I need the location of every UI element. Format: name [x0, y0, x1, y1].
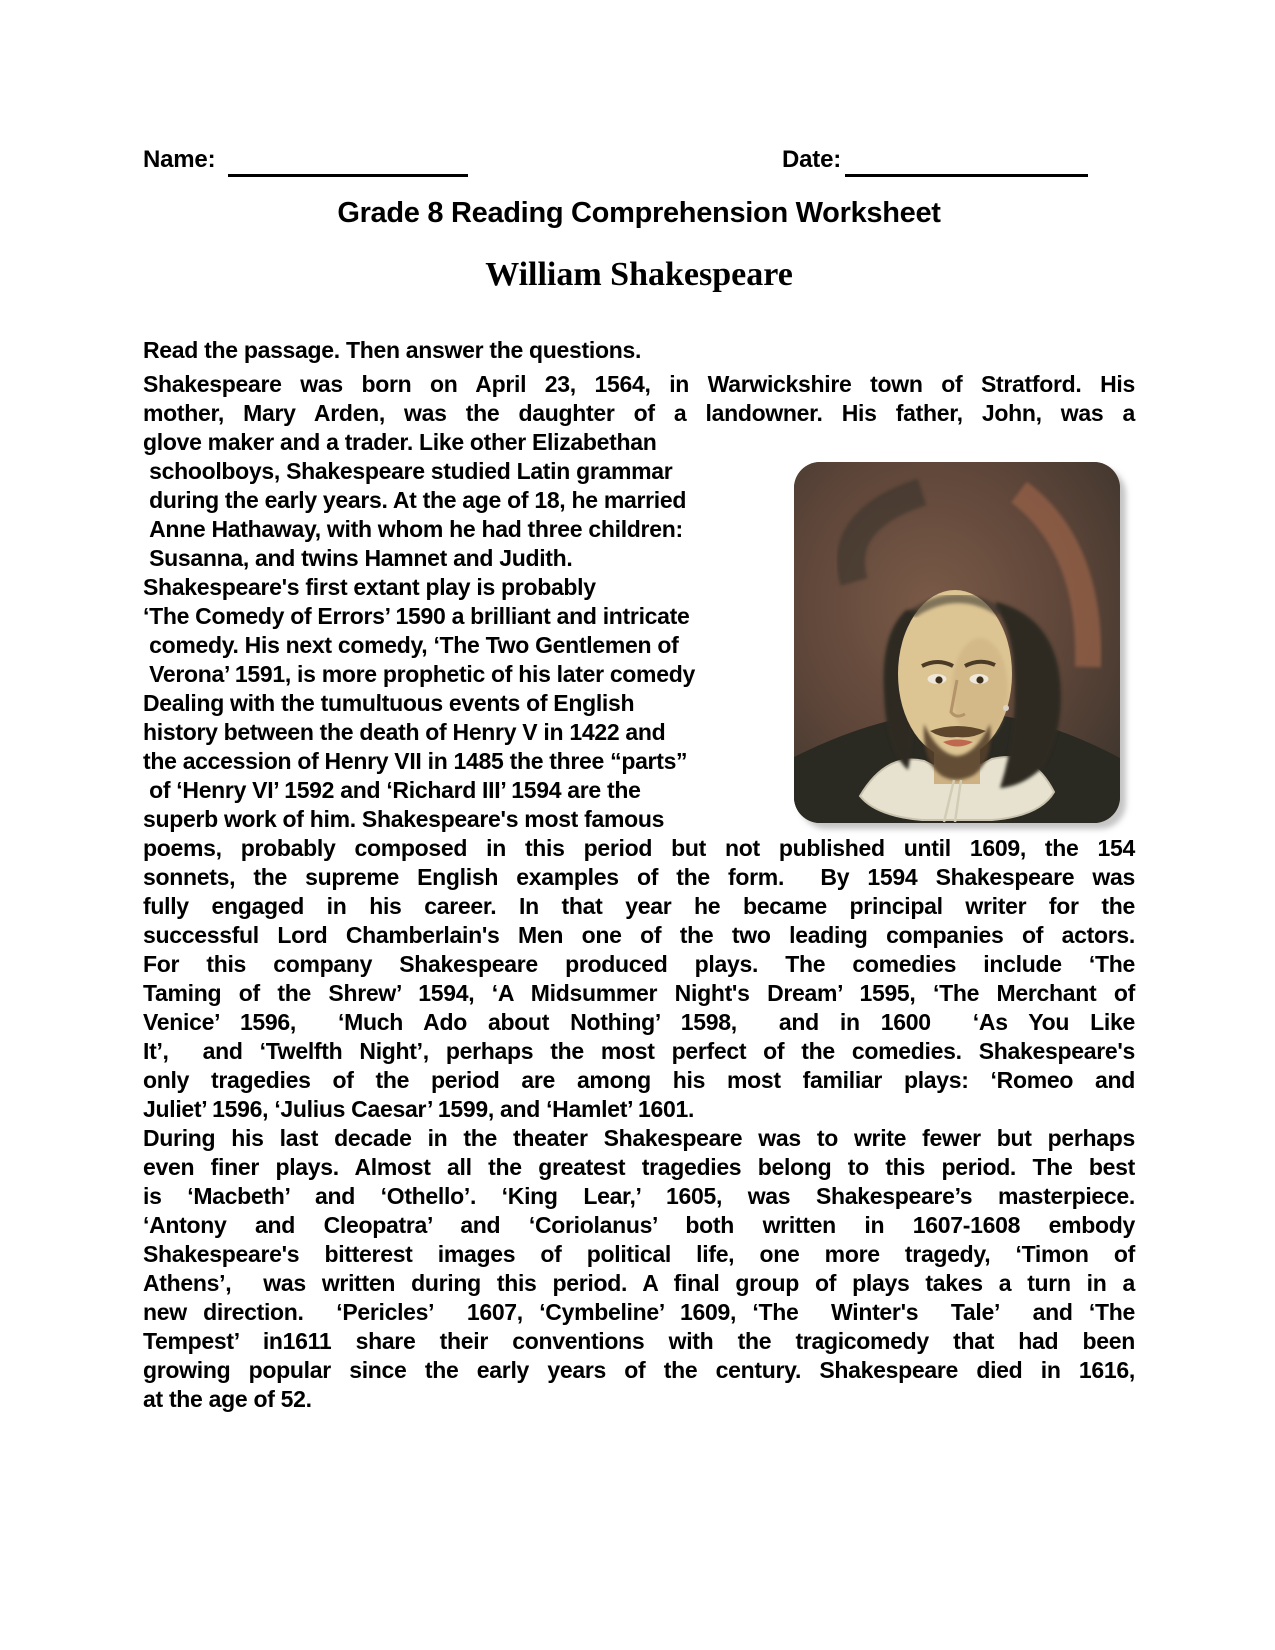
worksheet-title: Grade 8 Reading Comprehension Worksheet	[337, 197, 941, 229]
instruction-text: Read the passage. Then answer the questions.	[143, 337, 642, 363]
passage-line: schoolboys, Shakespeare studied Latin grammar	[143, 458, 673, 484]
passage-line: new direction. ‘Pericles’ 1607, ‘Cymbeline’ 1609, ‘The Winter's Tale’ and ‘The	[143, 1299, 1135, 1325]
passage-line: only tragedies of the period are among his most familiar plays: ‘Romeo and	[143, 1067, 1135, 1093]
passage-line: is ‘Macbeth’ and ‘Othello’. ‘King Lear,’ 1605, was Shakespeare’s masterpiece.	[143, 1183, 1135, 1209]
passage-line: fully engaged in his career. In that year he became principal writer for the	[143, 893, 1135, 919]
passage-line: It’, and ‘Twelfth Night’, perhaps the most perfect of the comedies. Shakespeare's	[143, 1038, 1135, 1064]
passage-line: history between the death of Henry V in 1422 and	[143, 719, 666, 745]
shakespeare-portrait-art	[794, 462, 1120, 823]
passage-line: the accession of Henry VII in 1485 the three “parts”	[143, 748, 688, 774]
shakespeare-portrait	[794, 462, 1120, 823]
passage-line: at the age of 52.	[143, 1386, 312, 1412]
passage-line: Athens’, was written during this period. A final group of plays takes a turn in a	[143, 1270, 1135, 1296]
passage-line: Verona’ 1591, is more prophetic of his later comedy	[143, 661, 695, 687]
passage-title: William Shakespeare	[485, 256, 793, 293]
passage-line: Shakespeare's bitterest images of political life, one more tragedy, ‘Timon of	[143, 1241, 1135, 1267]
passage-line: Tempest’ in1611 share their conventions with the tragicomedy that had been	[143, 1328, 1135, 1354]
passage-line: Anne Hathaway, with whom he had three children:	[143, 516, 683, 542]
passage-line: Shakespeare's first extant play is probably	[143, 574, 596, 600]
passage-line: successful Lord Chamberlain's Men one of the two leading companies of actors.	[143, 922, 1135, 948]
passage-line: comedy. His next comedy, ‘The Two Gentlemen of	[143, 632, 679, 658]
passage-line: during the early years. At the age of 18, he married	[143, 487, 687, 513]
date-input-line[interactable]	[845, 150, 1088, 177]
passage-line: growing popular since the early years of the century. Shakespeare died in 1616,	[143, 1357, 1135, 1383]
passage-line: of ‘Henry VI’ 1592 and ‘Richard III’ 1594 are the	[143, 777, 641, 803]
passage-line: Dealing with the tumultuous events of English	[143, 690, 635, 716]
name-label: Name:	[143, 146, 216, 173]
passage-line: mother, Mary Arden, was the daughter of a landowner. His father, John, was a	[143, 400, 1135, 426]
passage-line: For this company Shakespeare produced plays. The comedies include ‘The	[143, 951, 1135, 977]
passage-line: Taming of the Shrew’ 1594, ‘A Midsummer Night's Dream’ 1595, ‘The Merchant of	[143, 980, 1135, 1006]
passage-line: glove maker and a trader. Like other Elizabethan	[143, 429, 657, 455]
passage-line: During his last decade in the theater Shakespeare was to write fewer but perhaps	[143, 1125, 1135, 1151]
passage-line: Venice’ 1596, ‘Much Ado about Nothing’ 1598, and in 1600 ‘As You Like	[143, 1009, 1135, 1035]
passage-line: even finer plays. Almost all the greatest tragedies belong to this period. The best	[143, 1154, 1135, 1180]
passage-line: Juliet’ 1596, ‘Julius Caesar’ 1599, and ‘Hamlet’ 1601.	[143, 1096, 695, 1122]
passage-line: Shakespeare was born on April 23, 1564, in Warwickshire town of Stratford. His	[143, 371, 1135, 397]
name-input-line[interactable]	[228, 150, 468, 177]
passage-line: ‘The Comedy of Errors’ 1590 a brilliant and intricate	[143, 603, 690, 629]
passage-line: poems, probably composed in this period but not published until 1609, the 154	[143, 835, 1135, 861]
passage-line: sonnets, the supreme English examples of the form. By 1594 Shakespeare was	[143, 864, 1135, 890]
passage-line: ‘Antony and Cleopatra’ and ‘Coriolanus’ both written in 1607-1608 embody	[143, 1212, 1135, 1238]
passage-line: Susanna, and twins Hamnet and Judith.	[143, 545, 573, 571]
date-label: Date:	[782, 146, 842, 173]
passage-line: superb work of him. Shakespeare's most famous	[143, 806, 665, 832]
